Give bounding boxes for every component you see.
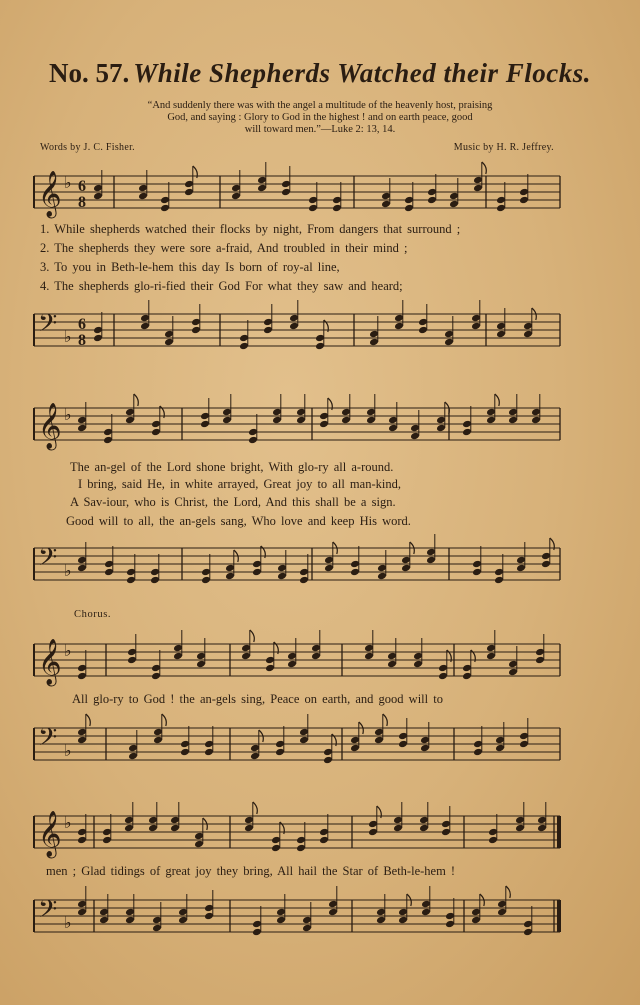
note-chord xyxy=(535,634,545,664)
note-chord xyxy=(93,170,103,200)
bass-staff-chorus-1 xyxy=(34,720,564,772)
note-chord xyxy=(381,178,391,208)
time-signature-top: 6 xyxy=(78,316,86,333)
note-chord xyxy=(244,802,257,832)
note-chord xyxy=(421,886,431,916)
note-chord xyxy=(328,886,338,916)
note-chord xyxy=(77,814,87,844)
note-chord xyxy=(311,630,321,660)
note-chord xyxy=(77,542,87,572)
note-chord xyxy=(204,890,214,920)
note-chord xyxy=(289,300,299,330)
note-chord xyxy=(471,894,484,924)
note-chord xyxy=(398,718,408,748)
note-chord xyxy=(150,554,160,584)
verse-line: 4. The shepherds glo-ri-fied their God For what they saw and heard; xyxy=(40,279,403,293)
hymn-name: While Shepherds Watched their Flocks. xyxy=(133,58,592,88)
note-chord xyxy=(128,730,138,760)
treble-clef-icon: 𝄞 xyxy=(38,811,62,857)
note-chord xyxy=(495,722,505,752)
verse-line: A Sav-iour, who is Christ, the Lord, And this shall be a sign. xyxy=(70,495,396,509)
note-chord xyxy=(496,182,506,212)
flat-sign-icon: ♭ xyxy=(64,405,72,424)
note-chord xyxy=(445,898,455,928)
bass-clef-icon: 𝄢 xyxy=(38,543,58,578)
treble-clef-icon: 𝄞 xyxy=(38,403,62,449)
note-chord xyxy=(222,394,232,424)
note-chord xyxy=(523,906,533,936)
note-chord xyxy=(77,886,87,916)
bass-staff-chorus-2 xyxy=(34,892,564,944)
verse-line: Good will to all, the an-gels sang, Who love and keep His word. xyxy=(66,514,411,528)
note-chord xyxy=(388,402,398,432)
note-chord xyxy=(496,308,506,338)
note-chord xyxy=(523,308,536,338)
note-chord xyxy=(377,550,387,580)
flat-sign-icon: ♭ xyxy=(64,741,72,760)
flat-sign-icon: ♭ xyxy=(64,173,72,192)
note-chord xyxy=(225,550,238,580)
note-chord xyxy=(401,542,414,572)
time-signature-bottom: 8 xyxy=(78,194,86,211)
bass-clef-icon: 𝄢 xyxy=(38,309,58,344)
note-chord xyxy=(444,316,454,346)
note-chord xyxy=(537,802,547,832)
note-chord xyxy=(170,802,180,832)
note-chord xyxy=(151,650,161,680)
verse-line: I bring, said He, in white arrayed, Great joy to all man-kind, xyxy=(78,477,401,491)
note-chord xyxy=(398,894,411,924)
note-chord xyxy=(426,534,436,564)
note-chord xyxy=(272,394,282,424)
treble-clef-icon: 𝄞 xyxy=(38,639,62,685)
note-chord xyxy=(77,714,90,744)
note-chord xyxy=(366,394,376,424)
note-chord xyxy=(516,542,526,572)
note-chord xyxy=(427,174,437,204)
verse-line: 3. To you in Beth-le-hem this day Is born of roy-al line, xyxy=(40,260,340,274)
note-chord xyxy=(164,316,174,346)
note-chord xyxy=(387,638,397,668)
note-chord xyxy=(471,300,481,330)
note-chord xyxy=(420,722,430,752)
note-chord xyxy=(103,414,113,444)
note-chord xyxy=(296,394,306,424)
note-chord xyxy=(200,398,210,428)
note-chord xyxy=(250,730,263,760)
note-chord xyxy=(125,394,138,424)
note-chord xyxy=(178,894,188,924)
music-credit: Music by H. R. Jeffrey. xyxy=(453,142,554,153)
note-chord xyxy=(418,304,428,334)
note-chord xyxy=(486,630,496,660)
note-chord xyxy=(241,630,254,660)
note-chord xyxy=(472,546,482,576)
note-chord xyxy=(441,806,451,836)
note-chord xyxy=(257,162,267,192)
note-chord xyxy=(508,394,518,424)
treble-staff-chorus-1 xyxy=(34,636,564,688)
note-chord xyxy=(104,546,114,576)
note-chord xyxy=(519,174,529,204)
epigraph-line: “And suddenly there was with the angel a multitude of the heavenly host, praising xyxy=(147,100,493,111)
note-chord xyxy=(153,714,166,744)
note-chord xyxy=(376,894,386,924)
note-chord xyxy=(350,722,363,752)
note-chord xyxy=(277,550,287,580)
note-chord xyxy=(486,394,499,424)
note-chord xyxy=(252,906,262,936)
note-chord xyxy=(374,714,387,744)
hymn-title xyxy=(0,58,640,89)
hymn-number: No. 57. xyxy=(48,58,130,88)
note-chord xyxy=(473,162,486,192)
note-chord xyxy=(394,300,404,330)
treble-clef-icon: 𝄞 xyxy=(38,171,62,217)
time-signature-top: 6 xyxy=(78,178,86,195)
note-chord xyxy=(125,894,135,924)
note-chord xyxy=(99,894,109,924)
note-chord xyxy=(332,182,342,212)
note-chord xyxy=(473,726,483,756)
verse-line: The an-gel of the Lord shone bright, With glo-ry all a-round. xyxy=(70,460,394,474)
note-chord xyxy=(413,638,423,668)
note-chord xyxy=(140,300,150,330)
note-chord xyxy=(124,802,134,832)
epigraph-line: will toward men.”—Luke 2: 13, 14. xyxy=(244,124,396,135)
verse-line: 1. While shepherds watched their flocks by night, From dangers that surround ; xyxy=(40,222,461,236)
note-chord xyxy=(324,542,337,572)
note-chord xyxy=(494,554,504,584)
chorus-lyric-line-2: men ; Glad tidings of great joy they bring, All hail the Star of Beth-le-hem ! xyxy=(46,864,456,878)
note-chord xyxy=(263,304,273,334)
epigraph-line: God, and saying : Glory to God in the highest ! and on earth peace, good xyxy=(167,112,473,123)
time-signature-bottom: 8 xyxy=(78,332,86,349)
treble-staff-system-1 xyxy=(34,168,564,220)
note-chord xyxy=(531,394,541,424)
bass-staff-system-1 xyxy=(34,306,564,358)
note-chord xyxy=(341,394,351,424)
note-chord xyxy=(276,894,286,924)
flat-sign-icon: ♭ xyxy=(64,641,72,660)
note-chord xyxy=(126,554,136,584)
verse-line: 2. The shepherds they were sore a-fraid, And troubled in their mind ; xyxy=(40,241,408,255)
note-chord xyxy=(152,902,162,932)
note-chord xyxy=(204,726,214,756)
scripture-epigraph xyxy=(40,100,600,136)
note-chord xyxy=(239,320,249,350)
note-chord xyxy=(497,886,510,916)
flat-sign-icon: ♭ xyxy=(64,913,72,932)
note-chord xyxy=(77,402,87,432)
note-chord xyxy=(350,546,360,576)
note-chord xyxy=(436,402,449,432)
note-chord xyxy=(201,554,211,584)
treble-staff-chorus-2 xyxy=(34,808,564,860)
note-chord xyxy=(393,802,403,832)
note-chord xyxy=(275,726,285,756)
note-chord xyxy=(191,304,201,334)
bass-clef-icon: 𝄢 xyxy=(38,723,58,758)
note-chord xyxy=(369,316,379,346)
bass-staff-system-2 xyxy=(34,540,564,592)
flat-sign-icon: ♭ xyxy=(64,561,72,580)
note-chord xyxy=(231,170,241,200)
note-chord xyxy=(148,802,158,832)
note-chord xyxy=(319,814,329,844)
note-chord xyxy=(196,638,206,668)
note-chord xyxy=(308,182,318,212)
words-credit: Words by J. C. Fisher. xyxy=(40,142,135,153)
flat-sign-icon: ♭ xyxy=(64,327,72,346)
note-chord xyxy=(287,638,297,668)
note-chord xyxy=(519,718,529,748)
bass-clef-icon: 𝄢 xyxy=(38,895,58,930)
treble-staff-system-2 xyxy=(34,400,564,452)
note-chord xyxy=(160,182,170,212)
note-chord xyxy=(508,646,518,676)
flat-sign-icon: ♭ xyxy=(64,813,72,832)
note-chord xyxy=(462,406,472,436)
note-chord xyxy=(194,818,207,848)
note-chord xyxy=(515,802,525,832)
note-chord xyxy=(173,630,183,660)
note-chord xyxy=(410,410,420,440)
note-chord xyxy=(180,726,190,756)
note-chord xyxy=(138,170,148,200)
chorus-label: Chorus. xyxy=(74,609,112,620)
note-chord xyxy=(77,650,87,680)
note-chord xyxy=(248,414,258,444)
note-chord xyxy=(488,814,498,844)
note-chord xyxy=(302,902,312,932)
note-chord xyxy=(281,166,291,196)
note-chord xyxy=(127,634,137,664)
chorus-lyric-line-1: All glo-ry to God ! the an-gels sing, Peace on earth, and good will to xyxy=(72,692,443,706)
note-chord xyxy=(102,814,112,844)
note-chord xyxy=(299,714,309,744)
note-chord xyxy=(299,554,309,584)
note-chord xyxy=(419,802,429,832)
note-chord xyxy=(364,630,374,660)
note-chord xyxy=(296,822,306,852)
note-chord xyxy=(404,182,414,212)
note-chord xyxy=(449,178,459,208)
note-chord xyxy=(93,312,103,342)
